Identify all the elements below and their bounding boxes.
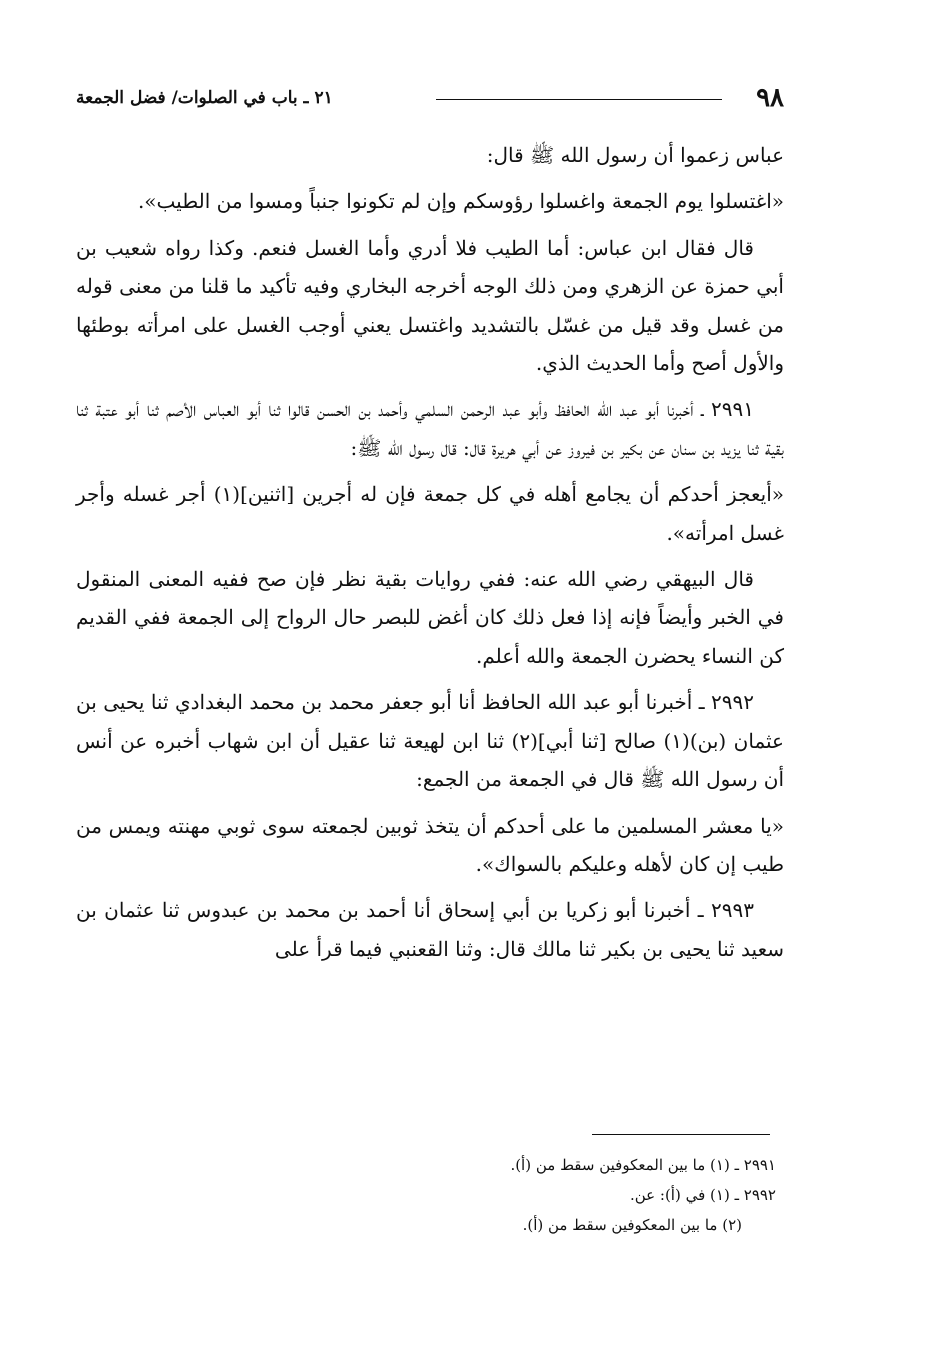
running-title: ٢١ ـ باب في الصلوات/ فضل الجمعة	[76, 88, 333, 108]
hadith-2992: ٢٩٩٢ ـ أخبرنا أبو عبد الله الحافظ أنا أبو جعفر محمد بن محمد البغدادي ثنا يحيى بن عثمان (بن)(١) صالح [ثنا أبي](٢) ثنا ابن لهيعة ثنا عقيل أن ابن شهاب أخبره عن أنس أن رسول الله ﷺ قال في الجمعة من الجمع:	[76, 690, 784, 792]
main-text	[76, 136, 784, 968]
commentary-paragraph: قال فقال ابن عباس: أما الطيب فلا أدري وأما الغسل فنعم. وكذا رواه شعيب بن أبي حمزة عن الزهري ومن ذلك الوجه أخرجه البخاري وفيه تأكيد ما قلنا من معنى قوله من غسل وقد قيل من غسّل بالتشديد واغتسل يعني أوجب الغسل على امرأته بوطئها والأول أصح وأما الحديث الذي.	[76, 235, 784, 376]
hadith-2991: ٢٩٩١ ـ أخبرنا أبو عبد الله الحافظ وأبو عبد الرحمن السلمي وأحمد بن الحسن قالوا ثنا أبو العباس الأصم ثنا أبو عتبة ثنا بقية ثنا يزيد بن سنان عن بكير بن فيروز عن أبي هريرة قال: قال رسول الله ﷺ:	[76, 397, 784, 460]
hadith-quote: «أيعجز أحدكم أن يجامع أهله في كل جمعة فإن له أجرين [اثنين](١) أجر غسله وأجر غسل امرأته».	[76, 482, 784, 545]
footnote-rule	[592, 1134, 770, 1135]
hadith-2993: ٢٩٩٣ ـ أخبرنا أبو زكريا بن أبي إسحاق أنا أحمد بن محمد بن عبدوس ثنا عثمان بن سعيد ثنا يحيى بن بكير ثنا مالك قال: وثنا القعنبي فيما قرأ على	[76, 898, 784, 961]
commentary-paragraph: قال البيهقي رضي الله عنه: ففي روايات بقية نظر فإن صح ففيه المعنى المنقول في الخبر وأيضاً فإنه إذا فعل ذلك كان أغض للبصر حال الرواح إلى الجمعة ففي القديم كن النساء يحضرن الجمعة والله أعلم.	[76, 567, 784, 668]
page-header	[76, 80, 784, 116]
page-number: ٩٨	[756, 83, 784, 113]
footnote-item: (٢) ما بين المعكوفين سقط من (أ).	[522, 1216, 742, 1234]
hadith-quote: «اغتسلوا يوم الجمعة واغسلوا رؤوسكم وإن لم تكونوا جنباً ومسوا من الطيب».	[137, 189, 784, 214]
paragraph-continuation: عباس زعموا أن رسول الله ﷺ قال:	[486, 143, 784, 167]
footnote-item: ٢٩٩١ ـ (١) ما بين المعكوفين سقط من (أ).	[510, 1156, 776, 1174]
header-rule	[436, 99, 722, 100]
footnotes	[76, 1150, 776, 1240]
footnote-item: ٢٩٩٢ ـ (١) في (أ): عن.	[630, 1186, 776, 1204]
hadith-quote: «يا معشر المسلمين ما على أحدكم أن يتخذ ثوبين لجمعته سوى ثوبي مهنته ويمس من طيب إن كان لأهله وعليكم بالسواك».	[76, 813, 784, 876]
